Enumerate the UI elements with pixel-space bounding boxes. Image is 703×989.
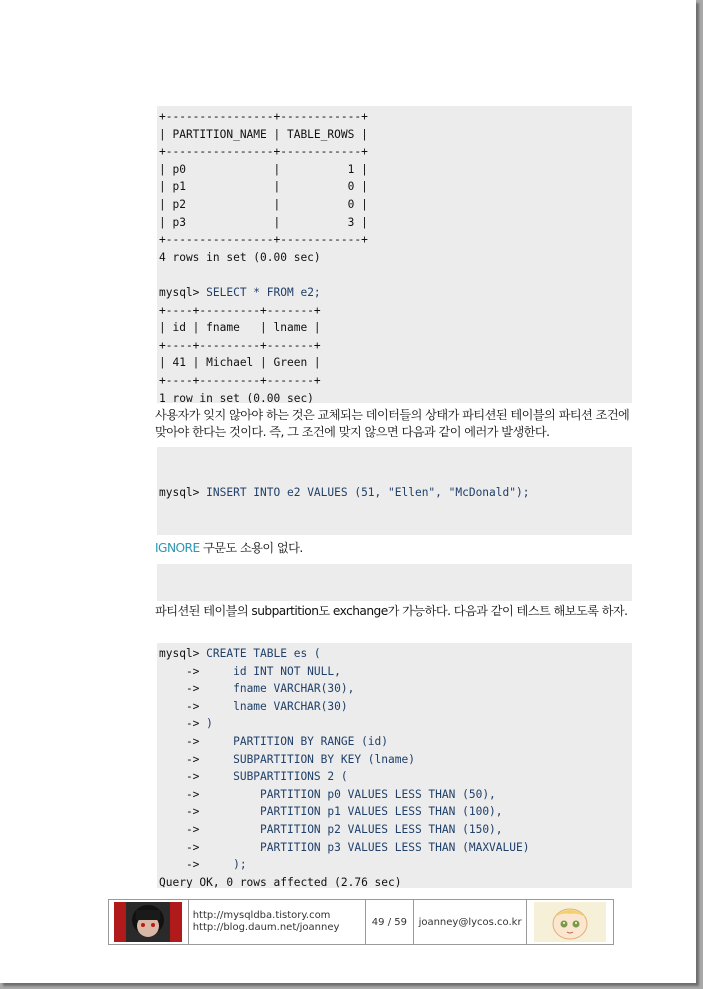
code-block-partition-rows xyxy=(157,106,632,403)
paragraph-ignore-note xyxy=(155,540,635,557)
paragraph-text: 구문도 소용이 없다. xyxy=(199,541,303,555)
paragraph-subpartition-note xyxy=(155,603,635,620)
code-line xyxy=(159,698,632,716)
sql-command: fname VARCHAR(30), xyxy=(233,682,355,696)
sql-command: PARTITION p2 VALUES LESS THAN (150), xyxy=(260,822,503,836)
prompt: -> xyxy=(159,717,207,731)
code-line: +----+---------+-------+ xyxy=(159,303,321,317)
mascot-character-icon xyxy=(534,902,606,942)
prompt: -> xyxy=(159,822,261,836)
code-line: | 41 | Michael | Green | xyxy=(159,356,321,370)
sql-command: PARTITION p3 VALUES LESS THAN (MAXVALUE) xyxy=(260,840,530,854)
prompt: -> xyxy=(159,805,261,819)
code-block-create-table xyxy=(157,643,632,888)
paragraph-condition-note xyxy=(155,407,635,441)
prompt: mysql> xyxy=(159,285,207,299)
prompt: -> xyxy=(159,752,234,766)
prompt: -> xyxy=(159,770,234,784)
code-line xyxy=(159,786,632,804)
code-line xyxy=(159,266,632,284)
author-avatar xyxy=(109,900,189,944)
code-line: 4 rows in set (0.00 sec) xyxy=(159,250,321,264)
code-line xyxy=(159,680,632,698)
code-line xyxy=(159,284,632,302)
code-line: | p0 | 1 | xyxy=(159,162,368,176)
code-line: | p3 | 3 | xyxy=(159,215,368,229)
code-line: | id | fname | lname | xyxy=(159,321,321,335)
author-email[interactable]: joanney@lycos.co.kr xyxy=(414,900,528,944)
code-block-insert-exchange xyxy=(157,447,632,535)
code-line: +----------------+------------+ xyxy=(159,110,368,123)
sql-command: ) xyxy=(206,717,213,731)
code-line: | p1 | 0 | xyxy=(159,180,368,194)
sql-command: PARTITION BY RANGE (id) xyxy=(233,734,389,748)
sql-command: CREATE TABLE es ( xyxy=(206,647,321,660)
prompt: -> xyxy=(159,699,234,713)
prompt: -> xyxy=(159,682,234,696)
avatar-image-icon xyxy=(114,902,182,942)
prompt: mysql> xyxy=(159,647,207,660)
mascot-image xyxy=(527,900,613,944)
page-footer xyxy=(108,899,614,945)
sql-command: lname VARCHAR(30) xyxy=(233,699,348,713)
sql-command: PARTITION p1 VALUES LESS THAN (100), xyxy=(260,805,503,819)
keyword-ignore: IGNORE xyxy=(155,541,200,555)
code-line: 1 row in set (0.00 sec) xyxy=(159,391,314,403)
sql-command: id INT NOT NULL, xyxy=(233,664,341,678)
code-line: +----+---------+-------+ xyxy=(159,338,321,352)
prompt: -> xyxy=(159,787,261,801)
sql-command: SUBPARTITIONS 2 ( xyxy=(233,770,348,784)
blog-link-daum[interactable]: http://blog.daum.net/joanney xyxy=(192,922,340,933)
prompt: -> xyxy=(159,664,234,678)
page-number: 49 / 59 xyxy=(366,900,414,944)
code-line xyxy=(159,733,632,751)
sql-command: ); xyxy=(233,858,247,872)
result-line: Query OK, 0 rows affected (2.76 sec) xyxy=(159,875,402,888)
code-line xyxy=(159,856,632,874)
code-line: +----+---------+-------+ xyxy=(159,373,321,387)
code-line xyxy=(159,715,632,733)
code-line: | PARTITION_NAME | TABLE_ROWS | xyxy=(159,127,368,141)
sql-command: SUBPARTITION BY KEY (lname) xyxy=(233,752,415,766)
code-line xyxy=(159,839,632,857)
code-line: | p2 | 0 | xyxy=(159,197,368,211)
code-line xyxy=(159,645,632,663)
paragraph-text: 사용자가 잊지 않아야 하는 것은 교체되는 데이터들의 상태가 파티션된 테이블의 파티션 조건에 맞아야 한다는 것이다. 즉, 그 조건에 맞지 않으면 다음과 같이 에러가 발생한다. xyxy=(155,408,630,439)
code-line xyxy=(159,803,632,821)
code-line xyxy=(159,663,632,681)
sql-command: INSERT INTO e2 VALUES (51, "Ellen", "McDonald"); xyxy=(206,486,530,500)
paragraph-text: 파티션된 테이블의 subpartition도 exchange가 가능하다. 다음과 같이 테스트 해보도록 하자. xyxy=(155,604,628,618)
sql-command: PARTITION p0 VALUES LESS THAN (50), xyxy=(260,787,496,801)
code-block-alter-ignore xyxy=(157,564,632,601)
code-line: +----------------+------------+ xyxy=(159,233,368,247)
prompt: -> xyxy=(159,858,234,872)
prompt: -> xyxy=(159,734,234,748)
code-line: +----------------+------------+ xyxy=(159,145,368,159)
prompt: -> xyxy=(159,840,261,854)
prompt: mysql> xyxy=(159,486,207,500)
code-line xyxy=(159,751,632,769)
code-line xyxy=(159,821,632,839)
code-line xyxy=(159,768,632,786)
blog-link-tistory[interactable]: http://mysqldba.tistory.com xyxy=(192,910,331,921)
sql-command: SELECT * FROM e2; xyxy=(206,285,321,299)
footer-links xyxy=(189,900,366,944)
